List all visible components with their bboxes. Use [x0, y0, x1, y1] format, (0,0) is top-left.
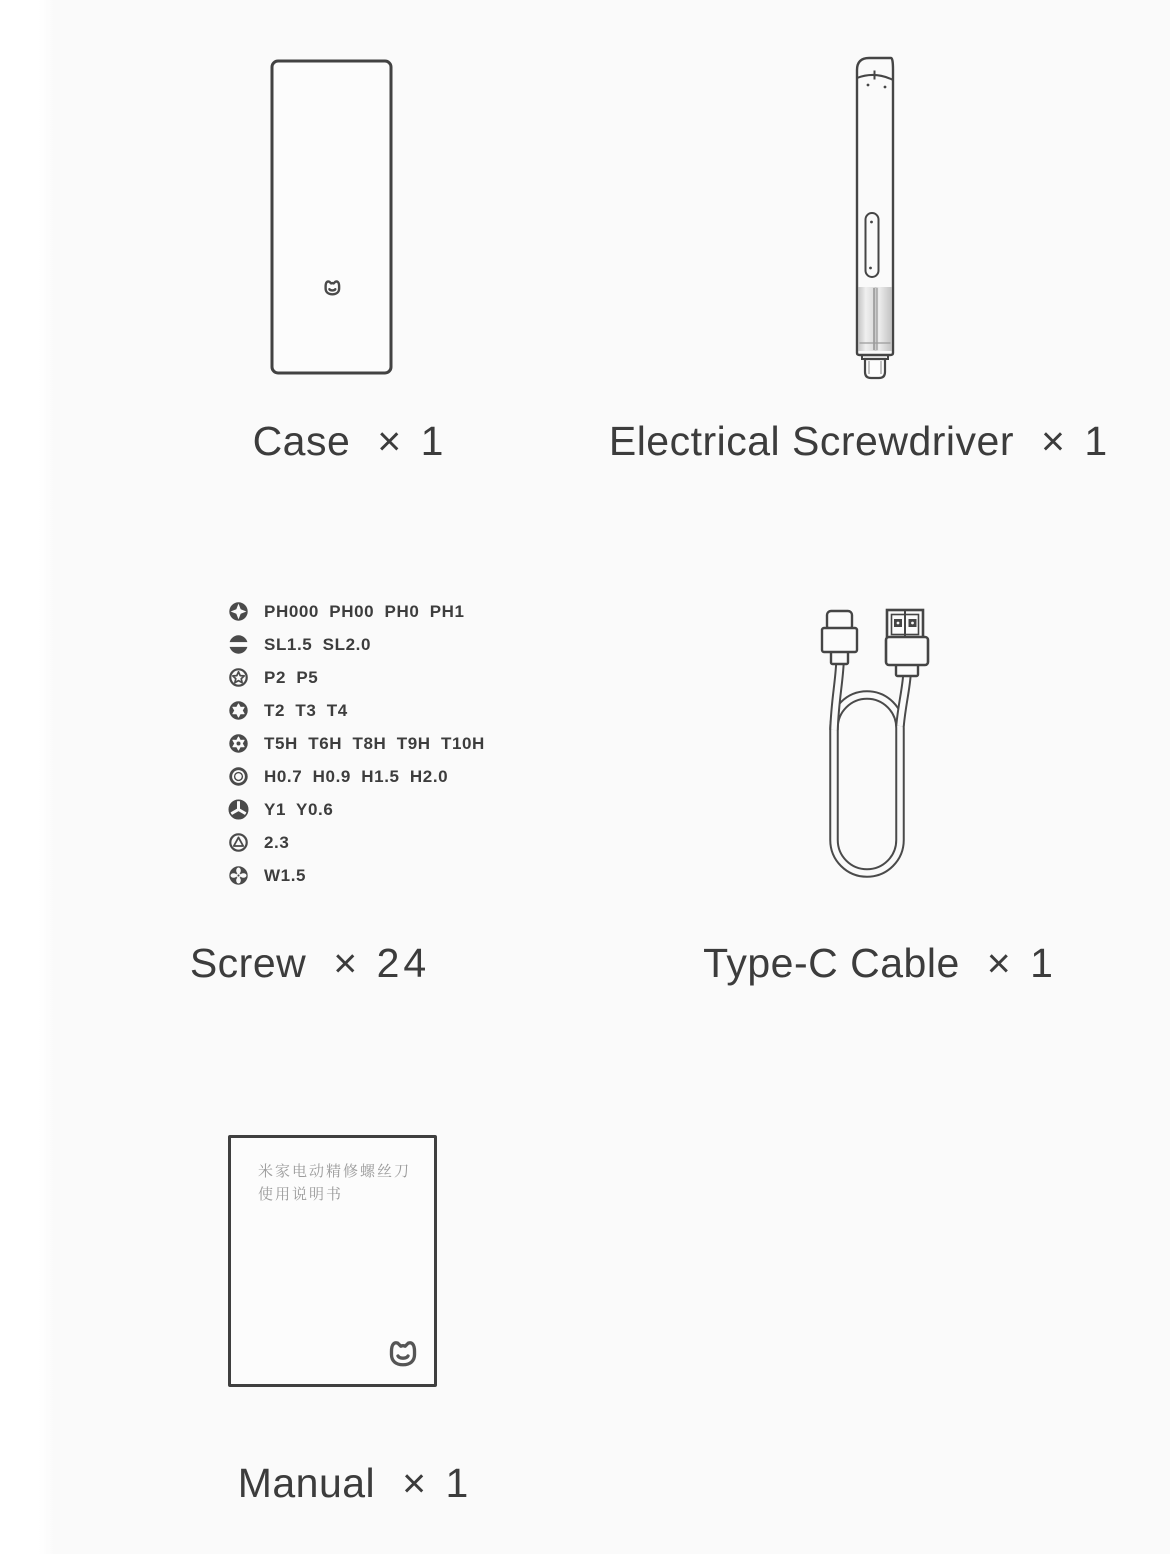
manual-label — [200, 1460, 510, 1507]
bit-row-hex — [228, 760, 485, 793]
page-left-edge — [0, 0, 55, 1554]
cable-label — [660, 940, 1100, 987]
mijia-logo-icon — [387, 1338, 419, 1370]
bit-label: SL1.5 SL2.0 — [264, 634, 372, 654]
screwdriver-collar — [859, 287, 892, 351]
torx-bit-icon — [228, 700, 249, 721]
hex-bit-icon — [228, 766, 249, 787]
case-illustration — [260, 48, 405, 388]
screw-qty: × 24 — [333, 940, 431, 986]
manual-cover-line1: 米家电动精修螺丝刀 — [258, 1163, 412, 1180]
screwdriver-illustration — [845, 45, 915, 390]
bit-row-phillips — [228, 595, 485, 628]
type-c-cable-illustration — [790, 588, 980, 898]
manual-cover-title — [258, 1160, 411, 1207]
screw-label — [160, 940, 460, 987]
bit-label: H0.7 H0.9 H1.5 H2.0 — [264, 766, 449, 786]
triwing-bit-icon — [228, 799, 249, 820]
bit-label: PH000 PH00 PH0 PH1 — [264, 601, 465, 621]
bit-row-w — [228, 859, 485, 892]
screwdriver-label — [560, 418, 1160, 465]
bit-row-triangle — [228, 826, 485, 859]
case-name: Case — [252, 418, 351, 464]
case-qty: × 1 — [377, 418, 448, 464]
screwdriver-qty: × 1 — [1041, 418, 1112, 464]
usb-c-connector — [822, 611, 857, 664]
cable-name: Type-C Cable — [703, 940, 960, 986]
cable-loop — [834, 662, 907, 873]
bit-row-torx — [228, 694, 485, 727]
manual-name: Manual — [237, 1460, 376, 1506]
bit-row-slotted — [228, 628, 485, 661]
bit-label: W1.5 — [264, 865, 307, 885]
manual-cover-line2: 使用说明书 — [258, 1186, 344, 1204]
screw-name: Screw — [189, 940, 307, 986]
bit-label: Y1 Y0.6 — [264, 799, 334, 819]
case-label — [160, 418, 540, 465]
w-bit-icon — [228, 865, 249, 886]
pentalobe-bit-icon — [228, 667, 249, 688]
bit-row-pentalobe — [228, 661, 485, 694]
screwdriver-collet — [865, 359, 885, 378]
cable-qty: × 1 — [986, 940, 1057, 986]
manual-illustration — [228, 1135, 437, 1387]
bit-row-triwing — [228, 793, 485, 826]
case-outline — [272, 61, 391, 373]
bit-row-torx-security — [228, 727, 485, 760]
bit-label: T5H T6H T8H T9H T10H — [264, 733, 485, 753]
screwdriver-name: Electrical Screwdriver — [608, 418, 1014, 464]
bit-label: P2 P5 — [264, 667, 319, 687]
torx-security-bit-icon — [228, 733, 249, 754]
phillips-bit-icon — [228, 601, 249, 622]
usb-a-connector — [886, 610, 928, 676]
triangle-bit-icon — [228, 832, 249, 853]
slotted-bit-icon — [228, 634, 249, 655]
bit-label: 2.3 — [264, 832, 290, 852]
bit-label: T2 T3 T4 — [264, 700, 348, 720]
screw-bits-list — [228, 595, 485, 892]
manual-qty: × 1 — [402, 1460, 473, 1506]
